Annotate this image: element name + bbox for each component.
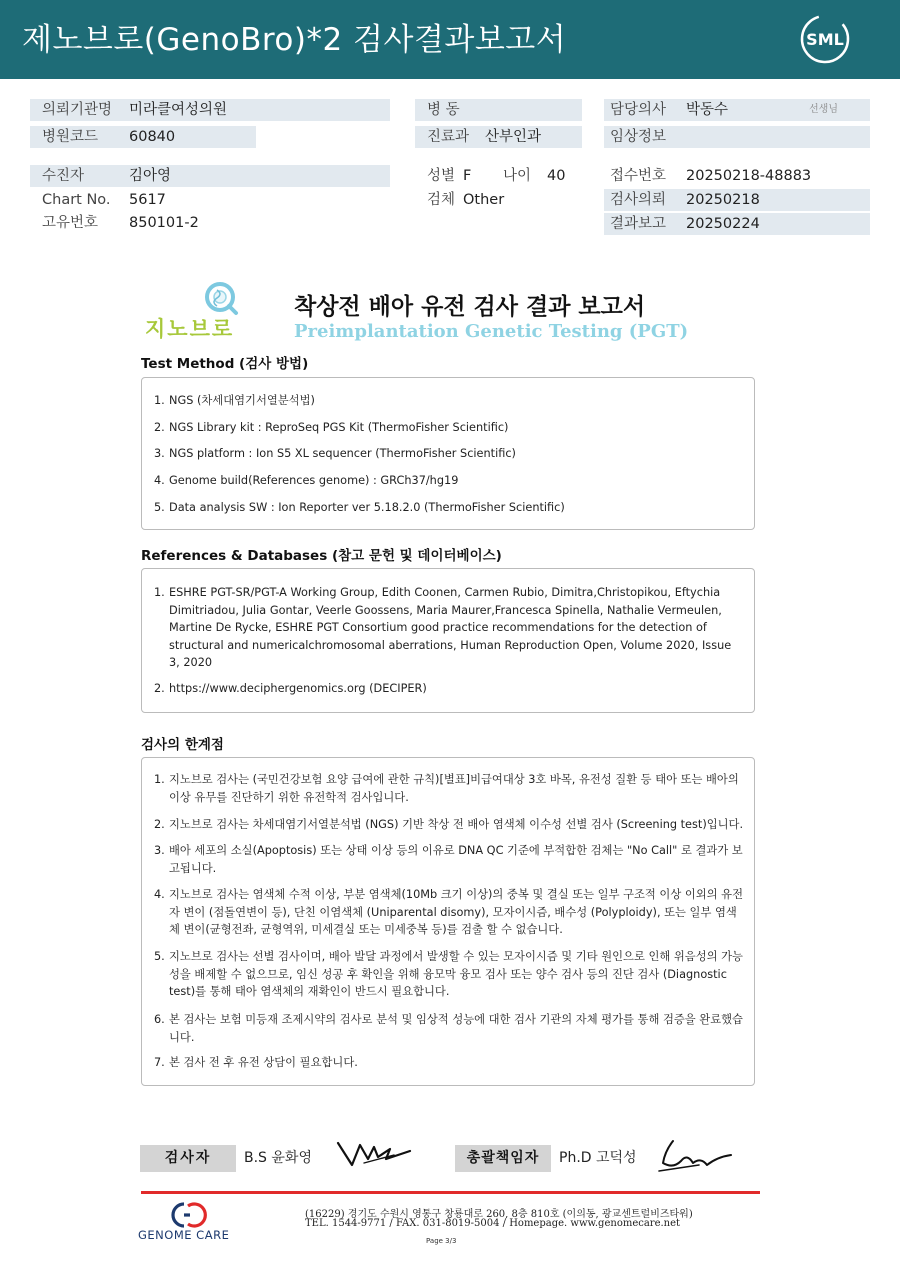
sex-age-field: 성별 F 나이 40 bbox=[415, 165, 595, 187]
svg-text:지노브로: 지노브로 bbox=[145, 317, 235, 340]
list-item: 1. 지노브로 검사는 (국민건강보험 요양 급여에 관한 규칙)[별표]비급여대상 3호 바목, 유전성 질환 등 태아 또는 배아의 이상 유무를 진단하기 위한 유전학적 검사입니다. bbox=[154, 773, 739, 804]
examiner-label: 검사자 bbox=[140, 1145, 236, 1172]
references-box bbox=[141, 568, 755, 713]
list-item: 3. 배아 세포의 소실(Apoptosis) 또는 상태 이상 등의 이유로 DNA QC 기준에 부적합한 검체는 "No Call" 로 결과가 보고됩니다. bbox=[154, 844, 743, 875]
svg-text:SML: SML bbox=[806, 30, 844, 49]
doctor-suffix: 선생님 bbox=[809, 104, 838, 115]
patient-value: 김아영 bbox=[129, 168, 172, 184]
age-value: 40 bbox=[547, 168, 566, 184]
sex-value: F bbox=[463, 168, 472, 184]
chart-value: 5617 bbox=[129, 192, 166, 208]
list-item: 1. NGS (차세대염기서열분석법) bbox=[154, 394, 315, 407]
report-title: 착상전 배아 유전 검사 결과 보고서 bbox=[294, 294, 646, 320]
list-item: 4. 지노브로 검사는 염색체 수적 이상, 부분 염색체(10Mb 크기 이상)의 중복 및 결실 또는 일부 구조적 이상 이외의 유전자 변이 (점돌연변이 등), 단친 이염색체 (Uniparental disomy), 모자이시즘, 배수성 (Polyploidy), 또는 일부 염색체 변이(균형전좌, 균형역위, 미세결실 또는 미세중복 등)를 검출 할 수 없습니다. bbox=[154, 888, 743, 936]
method-box bbox=[141, 377, 755, 530]
genome-care-logo-icon bbox=[138, 1200, 230, 1230]
limits-box bbox=[141, 757, 755, 1086]
dept-value: 산부인과 bbox=[485, 129, 542, 145]
report-date-field: 결과보고 20250224 bbox=[604, 213, 870, 235]
list-item: 5. Data analysis SW : Ion Reporter ver 5.18.2.0 (ThermoFisher Scientific) bbox=[154, 501, 565, 514]
request-date-value: 20250218 bbox=[686, 192, 760, 208]
hospital-code-value: 60840 bbox=[129, 129, 176, 145]
limits-heading: 검사의 한계점 bbox=[141, 737, 224, 753]
list-item: 3. NGS platform : Ion S5 XL sequencer (ThermoFisher Scientific) bbox=[154, 447, 516, 460]
list-item: 2. 지노브로 검사는 차세대염기서열분석법 (NGS) 기반 착상 전 배아 염색체 이수성 선별 검사 (Screening test)입니다. bbox=[154, 818, 744, 831]
request-date-field: 검사의뢰 20250218 bbox=[604, 189, 870, 211]
ward-field: 병 동 bbox=[415, 99, 582, 121]
examiner-name: B.S 윤화영 bbox=[244, 1150, 312, 1166]
uid-value: 850101-2 bbox=[129, 215, 199, 231]
patient-field: 수진자 김아영 bbox=[30, 165, 390, 187]
genobro-logo-icon bbox=[143, 280, 253, 340]
receipt-field: 접수번호 20250218-48883 bbox=[604, 165, 870, 187]
dept-field: 진료과 산부인과 bbox=[415, 126, 582, 148]
references-heading: References & Databases (참고 문헌 및 데이터베이스) bbox=[141, 548, 502, 564]
doctor-value: 박동수 bbox=[686, 102, 729, 118]
list-item: 7. 본 검사 전 후 유전 상담이 필요합니다. bbox=[154, 1056, 358, 1069]
list-item: 1. ESHRE PGT-SR/PGT-A Working Group, Edith Coonen, Carmen Rubio, Dimitra,Christopikou, Eftychia Dimitriadou, Julia Gontar, Veerle Goossens, Maria Maurer,Francesca Spinella, Nathalie Vermeulen, Martine De Rycke, ESHRE PGT Consortium good practice recommendations for the detection of structural and numericalchromosomal aberrations, Human Reproduction Open, Volume 2020, Issue 3, 2020 bbox=[154, 586, 732, 669]
institution-value: 미라클여성의원 bbox=[129, 102, 228, 118]
report-header bbox=[0, 0, 900, 79]
method-heading: Test Method (검사 방법) bbox=[141, 356, 309, 372]
footer-divider bbox=[141, 1191, 760, 1194]
list-item: 5. 지노브로 검사는 선별 검사이며, 배아 발달 과정에서 발생할 수 있는 모자이시즘 및 기타 원인으로 인해 위음성의 가능성을 배제할 수 없으므로, 임신 성공 후 확인을 위해 융모막 융모 검사 또는 양수 검사 등의 진단 검사 (Diagnostic test)를 통해 태아 염색체의 재확인이 반드시 필요합니다. bbox=[154, 950, 743, 998]
chart-field: Chart No. 5617 bbox=[30, 189, 330, 211]
hospital-code-field: 병원코드 60840 bbox=[30, 126, 256, 148]
manager-label: 총괄책임자 bbox=[455, 1145, 551, 1172]
list-item: 2. NGS Library kit : ReproSeq PGS Kit (ThermoFisher Scientific) bbox=[154, 421, 509, 434]
company-address: (16229) 경기도 수원시 영통구 창룡대로 260, 8층 810호 (이의동, 광교센트럴비즈타워) bbox=[305, 1209, 693, 1220]
list-item: 4. Genome build(References genome) : GRCh37/hg19 bbox=[154, 474, 459, 487]
examiner-signature-icon bbox=[334, 1135, 414, 1175]
page-number: Page 3/3 bbox=[426, 1237, 457, 1245]
specimen-value: Other bbox=[463, 192, 505, 208]
specimen-field: 검체 Other bbox=[415, 189, 595, 211]
clinical-field: 임상정보 bbox=[604, 126, 870, 148]
company-name: GENOME CARE bbox=[138, 1228, 230, 1242]
report-subtitle: Preimplantation Genetic Testing (PGT) bbox=[294, 321, 689, 342]
manager-name: Ph.D 고덕성 bbox=[559, 1150, 637, 1166]
report-date-value: 20250224 bbox=[686, 216, 760, 232]
sml-logo-icon bbox=[798, 12, 852, 66]
uid-field: 고유번호 850101-2 bbox=[30, 212, 330, 234]
institution-field: 의뢰기관명 미라클여성의원 bbox=[30, 99, 390, 121]
company-contact: TEL. 1544-9771 / FAX. 031-8019-5004 / Homepage. www.genomecare.net bbox=[305, 1218, 681, 1229]
manager-signature-icon bbox=[653, 1135, 735, 1177]
list-item: 2. https://www.deciphergenomics.org (DECIPER) bbox=[154, 682, 427, 695]
doctor-field: 담당의사 박동수 선생님 bbox=[604, 99, 870, 121]
report-header-title: 제노브로(GenoBro)*2 검사결과보고서 bbox=[22, 22, 567, 58]
list-item: 6. 본 검사는 보험 미등재 조제시약의 검사로 분석 및 임상적 성능에 대한 검사 기관의 자체 평가를 통해 검증을 완료했습니다. bbox=[154, 1013, 743, 1044]
receipt-value: 20250218-48883 bbox=[686, 168, 812, 184]
